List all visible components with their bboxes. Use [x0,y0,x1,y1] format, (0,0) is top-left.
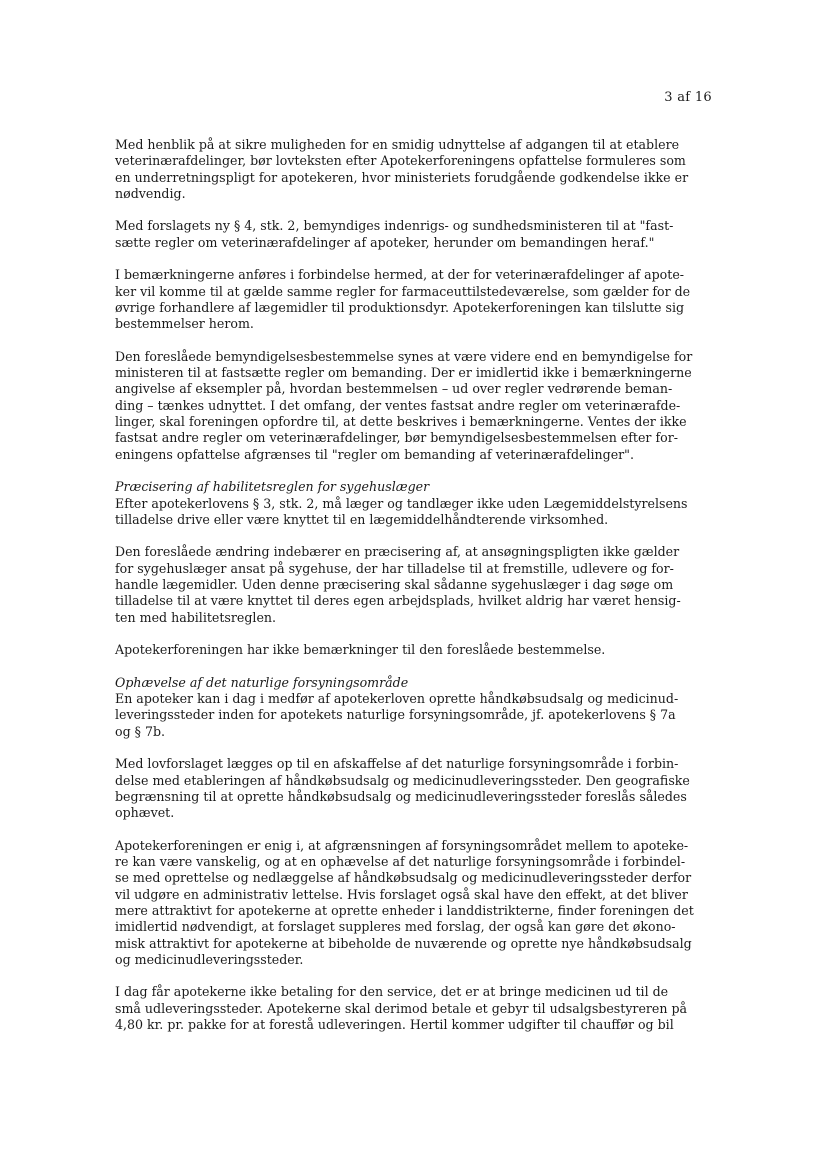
text-line: linger, skal foreningen opfordre til, at dette beskrives i bemærkningerne. Ventes der ikke [115,414,687,430]
text-line: for sygehuslæger ansat på sygehuse, der har tilladelse til at fremstille, udlevere og for- [115,560,674,576]
text-line: fastsat andre regler om veterinærafdelinger, bør bemyndigelsesbestemmelsen efter for- [115,430,678,446]
text-line: En apoteker kan i dag i medfør af apotekerloven oprette håndkøbsudsalg og medicinud- [115,691,679,707]
paragraph-1 [115,137,715,202]
document-body [115,137,715,1050]
paragraph-4 [115,349,715,463]
text-line: Apotekerforeningen er enig i, at afgrænsningen af forsyningsområdet mellem to apoteke- [115,837,689,853]
text-line: leveringssteder inden for apotekets naturlige forsyningsområde, jf. apotekerlovens § 7a [115,707,676,723]
text-line: ten med habilitetsreglen. [115,609,277,625]
text-line: ker vil komme til at gælde samme regler for farmaceuttilstedeværelse, som gælder for de [115,283,691,299]
text-line: Den foreslåede bemyndigelsesbestemmelse synes at være videre end en bemyndigelse for [115,348,693,364]
paragraph-6 [115,544,715,625]
text-line: mere attraktivt for apotekerne at oprette enheder i landdistrikterne, finder foreningen det [115,902,694,918]
text-line: delse med etableringen af håndkøbsudsalg og medicinudleveringssteder. Den geografiske [115,772,690,788]
text-line: 4,80 kr. pr. pakke for at forestå udleveringen. Hertil kommer udgifter til chauffør og bil [115,1017,674,1033]
paragraph-2 [115,218,715,251]
text-line: I dag får apotekerne ikke betaling for den service, det er at bringe medicinen ud til de [115,984,669,1000]
text-line: sætte regler om veterinærafdelinger af apoteker, herunder om bemandingen heraf." [115,234,655,250]
text-line: begrænsning til at oprette håndkøbsudsalg og medicinudleveringssteder foreslås således [115,788,687,804]
text-line: vil udgøre en administrativ lettelse. Hvis forslaget også skal have den effekt, at det bliver [115,886,688,902]
text-line: eningens opfattelse afgrænses til "regler om bemanding af veterinærafdelinger". [115,446,634,462]
text-line: Med lovforslaget lægges op til en afskaffelse af det naturlige forsyningsområde i forbin- [115,756,679,772]
text-line: re kan være vanskelig, og at en ophævelse af det naturlige forsyningsområde i forbindel- [115,854,686,870]
text-line: en underretningspligt for apotekeren, hvor ministeriets forudgående godkendelse ikke er [115,169,689,185]
text-line: Den foreslåede ændring indebærer en præcisering af, at ansøgningspligten ikke gælder [115,544,680,560]
text-line: ministeren til at fastsætte regler om bemanding. Der er imidlertid ikke i bemærkningerne [115,365,692,381]
text-line: veterinærafdelinger, bør lovteksten efter Apotekerforeningens opfattelse formuleres som [115,153,686,169]
text-line: tilladelse til at være knyttet til deres egen arbejdsplads, hvilket aldrig har været hensig- [115,593,681,609]
text-line: Apotekerforeningen har ikke bemærkninger til den foreslåede bestemmelse. [115,642,606,658]
paragraph-8 [115,675,715,740]
page-number: 3 af 16 [664,90,712,105]
paragraph-5 [115,479,715,528]
text-line: tilladelse drive eller være knyttet til en lægemiddelhåndterende virksomhed. [115,511,609,527]
text-line: små udleveringssteder. Apotekerne skal derimod betale et gebyr til udsalgsbestyreren på [115,1000,688,1016]
text-line: misk attraktivt for apotekerne at bibeholde de nuværende og oprette nye håndkøbsudsalg [115,935,692,951]
text-line: Efter apotekerlovens § 3, stk. 2, må læger og tandlæger ikke uden Lægemiddelstyrelsens [115,495,688,511]
section-heading: Præcisering af habilitetsreglen for sygehuslæger [115,479,430,495]
paragraph-11 [115,984,715,1033]
text-line: og § 7b. [115,723,166,739]
paragraph-9 [115,756,715,821]
text-line: Med forslagets ny § 4, stk. 2, bemyndiges indenrigs- og sundhedsministeren til at "fast- [115,218,674,234]
text-line: imidlertid nødvendigt, at forslaget suppleres med forslag, der også kan gøre det økono- [115,919,676,935]
paragraph-3 [115,267,715,332]
paragraph-10 [115,838,715,968]
text-line: Med henblik på at sikre muligheden for en smidig udnyttelse af adgangen til at etablere [115,137,680,152]
text-line: ding – tænkes udnyttet. I det omfang, der ventes fastsat andre regler om veterinærafde- [115,397,681,413]
text-line: og medicinudleveringssteder. [115,951,304,967]
text-line: angivelse af eksempler på, hvordan bestemmelsen – ud over regler vedrørende beman- [115,381,673,397]
text-line: se med oprettelse og nedlæggelse af håndkøbsudsalg og medicinudleveringssteder derfor [115,870,692,886]
text-line: nødvendig. [115,185,186,201]
text-line: I bemærkningerne anføres i forbindelse hermed, at der for veterinærafdelinger af apote- [115,267,685,283]
text-line: handle lægemidler. Uden denne præcisering skal sådanne sygehuslæger i dag søge om [115,577,674,593]
text-line: ophævet. [115,805,175,821]
section-heading: Ophævelse af det naturlige forsyningsområde [115,674,409,690]
paragraph-7 [115,642,715,658]
text-line: bestemmelser herom. [115,316,254,332]
text-line: øvrige forhandlere af lægemidler til produktionsdyr. Apotekerforeningen kan tilslutte sig [115,299,685,315]
